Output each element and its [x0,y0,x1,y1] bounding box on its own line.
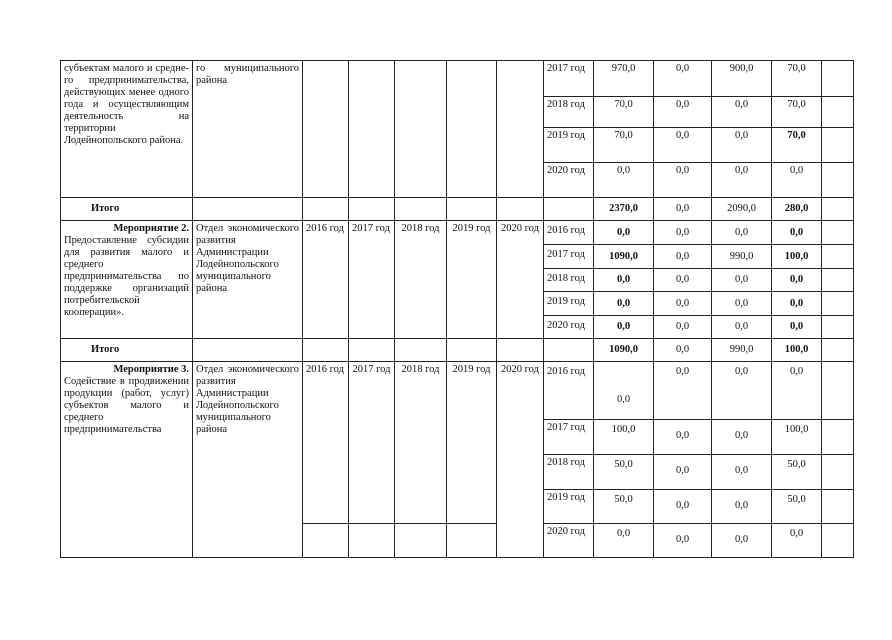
executor-cell: Отдел экономического развития Администрации Лодейнопольского муниципального района [193,362,303,558]
total-value: 0,0 [616,394,631,405]
regional-cell: 0,0 [712,292,772,316]
year-cell: 2020 год [544,163,594,198]
executor-cell: Отдел экономического развития Администрации Лодейнопольского муниципального района [193,221,303,339]
empty-cell [822,339,854,362]
empty-cell [822,163,854,198]
year-cell: 2016 год [544,362,594,420]
empty-cell [349,524,395,558]
empty-cell [447,524,497,558]
regional-cell: 2090,0 [712,198,772,221]
total-cell: 1090,0 [594,339,654,362]
empty-cell [822,490,854,524]
regional-cell: 900,0 [712,61,772,97]
municipal-cell: 100,0 [772,339,822,362]
empty-cell [497,339,544,362]
empty-cell [822,362,854,420]
empty-cell [447,61,497,198]
empty-cell [822,97,854,128]
total-row [61,339,854,362]
municipal-cell: 0,0 [772,524,822,558]
federal-cell: 0,0 [654,455,712,490]
total-cell: 50,0 [594,455,654,490]
municipal-cell: 70,0 [772,97,822,128]
year-cell: 2017 год [544,245,594,269]
regional-cell: 0,0 [712,163,772,198]
total-label: Итого [61,339,193,362]
empty-cell [822,316,854,339]
federal-cell: 0,0 [654,97,712,128]
empty-cell [822,420,854,455]
empty-cell [395,524,447,558]
measure-description: субъектам малого и средне-го предпринимательства, действующих менее одного года и осуществляющим деятельность на территории Лодейнопольского района. [61,61,193,198]
municipal-cell: 100,0 [772,420,822,455]
empty-cell [349,198,395,221]
federal-cell: 0,0 [654,316,712,339]
end-year: 2017 год [349,362,395,524]
total-cell: 70,0 [594,128,654,163]
municipal-cell: 50,0 [772,455,822,490]
empty-cell [447,198,497,221]
year-col-5: 2020 год [497,221,544,339]
municipal-cell: 70,0 [772,61,822,97]
table-row [61,362,854,420]
federal-cell: 0,0 [654,61,712,97]
municipal-cell: 70,0 [772,128,822,163]
regional-cell: 0,0 [712,316,772,339]
municipal-cell: 0,0 [772,269,822,292]
total-cell: 50,0 [594,490,654,524]
federal-cell: 0,0 [654,128,712,163]
year-cell: 2019 год [544,490,594,524]
regional-cell: 0,0 [712,524,772,558]
federal-cell: 0,0 [654,221,712,245]
federal-cell: 0,0 [654,362,712,420]
total-cell: 0,0 [594,163,654,198]
regional-cell: 990,0 [712,339,772,362]
year-cell: 2020 год [544,316,594,339]
regional-cell: 990,0 [712,245,772,269]
year-cell: 2018 год [544,97,594,128]
empty-cell [497,198,544,221]
regional-cell: 0,0 [712,455,772,490]
year-cell: 2018 год [544,455,594,490]
empty-cell [303,339,349,362]
municipal-cell: 0,0 [772,316,822,339]
federal-cell: 0,0 [654,245,712,269]
regional-cell: 0,0 [712,420,772,455]
year-cell: 2016 год [544,221,594,245]
year-col-3: 2018 год [395,362,447,524]
municipal-cell: 100,0 [772,245,822,269]
empty-cell [303,524,349,558]
empty-cell [349,339,395,362]
empty-cell [822,524,854,558]
federal-cell: 0,0 [654,524,712,558]
empty-cell [447,339,497,362]
empty-cell [395,339,447,362]
empty-cell [822,221,854,245]
executor-cell: го муниципального района [193,61,303,198]
regional-cell: 0,0 [712,269,772,292]
empty-cell [822,455,854,490]
municipal-cell: 280,0 [772,198,822,221]
year-cell: 2018 год [544,269,594,292]
municipal-cell: 0,0 [772,163,822,198]
empty-cell [303,61,349,198]
empty-cell [497,61,544,198]
federal-cell: 0,0 [654,292,712,316]
total-cell: 2370,0 [594,198,654,221]
total-cell: 0,0 [594,524,654,558]
regional-cell: 0,0 [712,128,772,163]
total-cell: 0,0 [594,221,654,245]
federal-cell: 0,0 [654,339,712,362]
regional-cell: 0,0 [712,490,772,524]
start-year: 2016 год [303,221,349,339]
empty-cell [822,198,854,221]
empty-cell [544,198,594,221]
federal-cell: 0,0 [654,420,712,455]
total-cell: 0,0 [594,292,654,316]
total-cell: 1090,0 [594,245,654,269]
table-row [61,221,854,245]
empty-cell [822,128,854,163]
empty-cell [544,339,594,362]
municipal-cell: 0,0 [772,221,822,245]
program-table [60,60,854,558]
year-col-5: 2020 год [497,362,544,558]
empty-cell [822,292,854,316]
federal-cell: 0,0 [654,163,712,198]
measure-description [61,362,193,558]
start-year: 2016 год [303,362,349,524]
year-cell: 2019 год [544,292,594,316]
total-cell: 0,0 [594,269,654,292]
empty-cell [303,198,349,221]
measure-title: Мероприятие 2. [113,223,189,234]
total-cell: 100,0 [594,420,654,455]
year-col-3: 2018 год [395,221,447,339]
year-col-4: 2019 год [447,221,497,339]
total-row [61,198,854,221]
regional-cell: 0,0 [712,221,772,245]
federal-cell: 0,0 [654,269,712,292]
year-col-4: 2019 год [447,362,497,524]
year-cell: 2017 год [544,61,594,97]
total-cell: 0,0 [594,316,654,339]
year-cell: 2017 год [544,420,594,455]
measure-description [61,221,193,339]
empty-cell [193,339,303,362]
end-year: 2017 год [349,221,395,339]
federal-cell: 0,0 [654,490,712,524]
total-cell: 70,0 [594,97,654,128]
empty-cell [193,198,303,221]
federal-cell: 0,0 [654,198,712,221]
empty-cell [349,61,395,198]
measure-text: Содействие в продвижении продукции (работ, услуг) субъектов малого и среднего предпринимательства [64,376,189,435]
municipal-cell: 50,0 [772,490,822,524]
empty-cell [822,245,854,269]
regional-cell: 0,0 [712,362,772,420]
empty-cell [822,61,854,97]
empty-cell [395,198,447,221]
total-label: Итого [61,198,193,221]
measure-title: Мероприятие 3. [113,364,189,375]
year-cell: 2019 год [544,128,594,163]
empty-cell [822,269,854,292]
municipal-cell: 0,0 [772,362,822,420]
municipal-cell: 0,0 [772,292,822,316]
measure-text: Предоставление субсидии для развития малого и среднего предпринимательства по поддержке организаций потребительской кооперации». [64,235,189,318]
total-cell: 970,0 [594,61,654,97]
total-cell [594,362,654,420]
regional-cell: 0,0 [712,97,772,128]
empty-cell [395,61,447,198]
table-row [61,61,854,97]
year-cell: 2020 год [544,524,594,558]
